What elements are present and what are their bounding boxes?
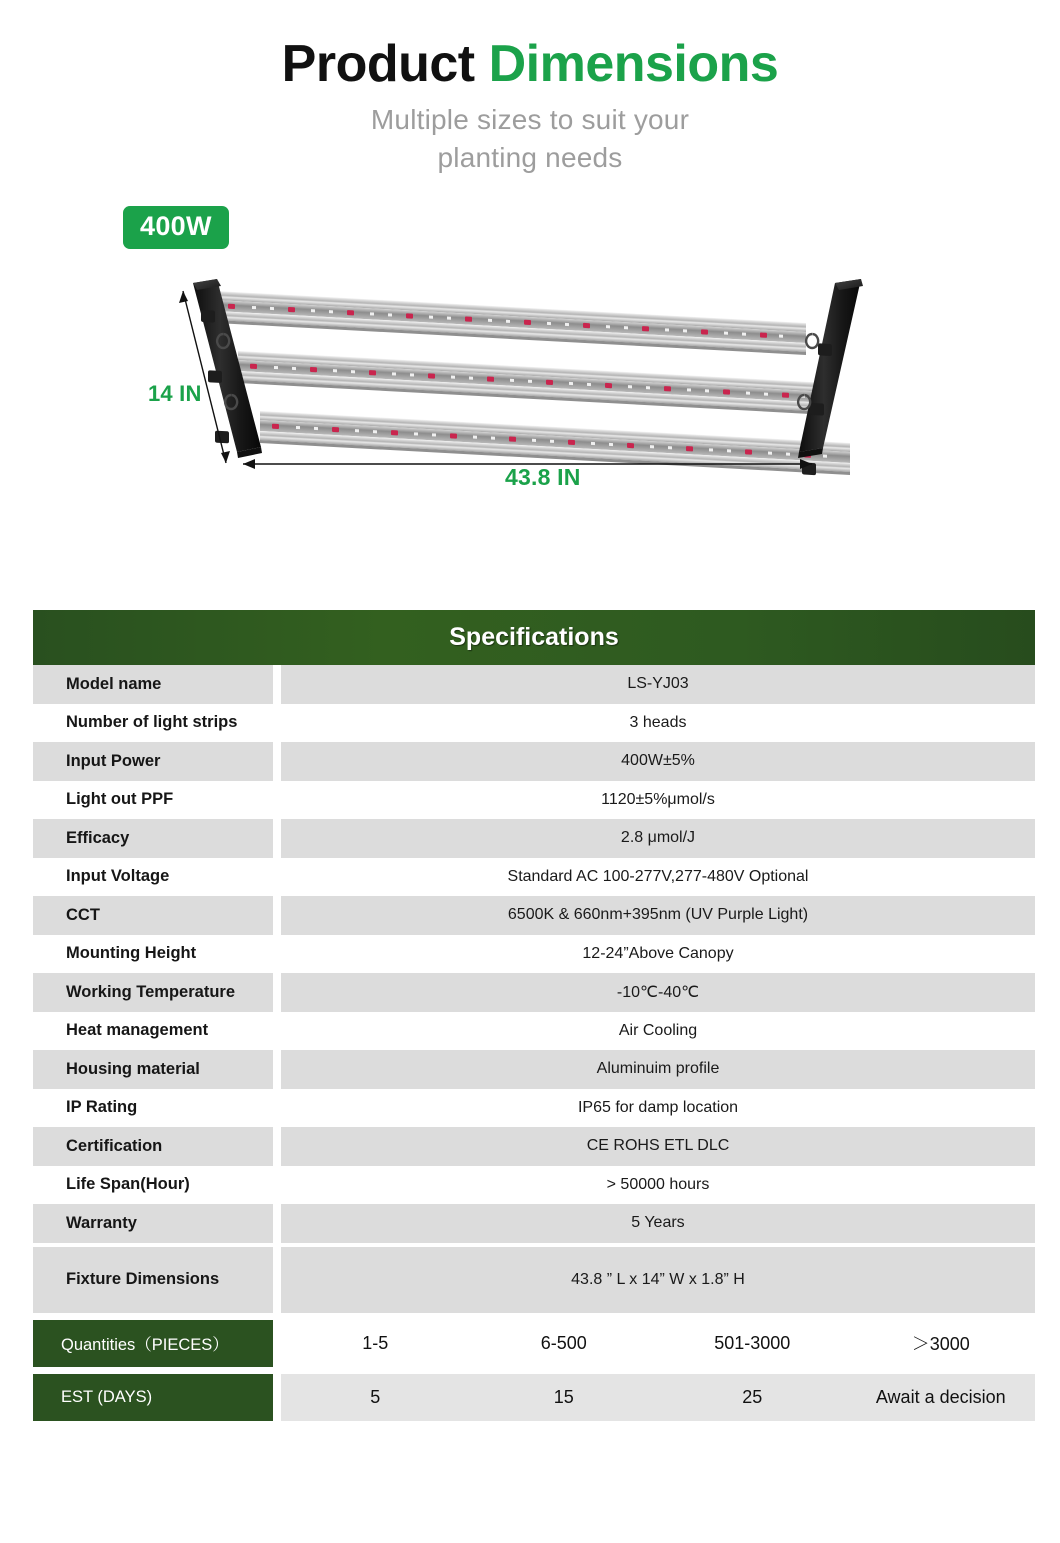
column-gap: [273, 973, 281, 1012]
spec-value: 2.8 μmol/J: [281, 819, 1035, 858]
column-gap: [273, 858, 281, 897]
column-gap: [273, 742, 281, 781]
page-subtitle-line2: planting needs: [437, 141, 623, 173]
spec-row-cct: [33, 896, 1035, 935]
spec-row-life-span: [33, 1166, 1035, 1205]
spec-row-certification: [33, 1127, 1035, 1166]
spec-label: Model name: [33, 665, 273, 704]
column-gap: [273, 1320, 281, 1367]
spec-value: 1120±5%μmol/s: [281, 781, 1035, 820]
light-bar-2: [238, 351, 828, 415]
spec-value: LS-YJ03: [281, 665, 1035, 704]
spec-value: Standard AC 100-277V,277-480V Optional: [281, 858, 1035, 897]
column-gap: [273, 1374, 281, 1421]
quantity-cell: 1-5: [362, 1332, 389, 1353]
spec-value: > 50000 hours: [281, 1166, 1035, 1205]
lead-time-row-est-days: [33, 1374, 1035, 1421]
product-illustration: [0, 271, 1060, 601]
column-gap: [273, 1089, 281, 1128]
spec-value: 43.8 ” L x 14” W x 1.8” H: [281, 1247, 1035, 1313]
column-gap: [273, 1247, 281, 1313]
spec-value: Aluminuim profile: [281, 1050, 1035, 1089]
page-subtitle: [0, 101, 1060, 177]
spec-label: Efficacy: [33, 819, 273, 858]
spec-row-housing-material: [33, 1050, 1035, 1089]
est-days-cells: [281, 1374, 1035, 1421]
spec-label: Housing material: [33, 1050, 273, 1089]
spec-row-ip-rating: [33, 1089, 1035, 1128]
spec-value: IP65 for damp location: [281, 1089, 1035, 1128]
lead-time-row-quantities: [33, 1320, 1035, 1367]
spec-row-input-power: [33, 742, 1035, 781]
wattage-badge: 400W: [123, 206, 229, 249]
page-subtitle-line1: Multiple sizes to suit your: [370, 104, 690, 136]
spec-row-model-name: [33, 665, 1035, 704]
spec-row-heat-management: [33, 1012, 1035, 1051]
quantities-cells: [281, 1320, 1035, 1367]
spec-value: 5 Years: [281, 1204, 1035, 1243]
spec-label: Input Power: [33, 742, 273, 781]
column-gap: [273, 896, 281, 935]
column-gap: [273, 1127, 281, 1166]
est-days-cell: Await a decision: [875, 1386, 1006, 1407]
specifications-table: [33, 610, 1035, 1421]
quantity-cell: 501-3000: [714, 1332, 791, 1353]
spec-row-mounting-height: [33, 935, 1035, 974]
spec-value: 6500K & 660nm+395nm (UV Purple Light): [281, 896, 1035, 935]
page-header: [0, 0, 1060, 177]
quantity-cell: 6-500: [540, 1332, 587, 1353]
quantities-label: Quantities（PIECES）: [33, 1320, 273, 1367]
width-dimension-label: 43.8 IN: [505, 463, 581, 490]
column-gap: [273, 1050, 281, 1089]
column-gap: [273, 665, 281, 704]
spec-value: 400W±5%: [281, 742, 1035, 781]
column-gap: [273, 704, 281, 743]
spec-label: Mounting Height: [33, 935, 273, 974]
spec-label: Life Span(Hour): [33, 1166, 273, 1205]
spec-row-efficacy: [33, 819, 1035, 858]
wattage-badge-row: [0, 206, 1060, 249]
spec-label: Input Voltage: [33, 858, 273, 897]
spec-row-fixture-dimensions: [33, 1247, 1035, 1313]
column-gap: [273, 781, 281, 820]
est-days-cell: 25: [742, 1386, 763, 1407]
spec-label: Warranty: [33, 1204, 273, 1243]
est-days-label: EST (DAYS): [33, 1374, 273, 1421]
spec-label: Number of light strips: [33, 704, 273, 743]
spec-label: CCT: [33, 896, 273, 935]
product-figure: [0, 271, 1060, 601]
spec-row-working-temperature: [33, 973, 1035, 1012]
page-title: [0, 36, 1060, 93]
column-gap: [273, 1012, 281, 1051]
column-gap: [273, 819, 281, 858]
est-days-cell: 5: [370, 1386, 381, 1407]
spec-row-input-voltage: [33, 858, 1035, 897]
spec-label: Heat management: [33, 1012, 273, 1051]
height-dimension-label: 14 IN: [148, 380, 202, 406]
spec-label: Fixture Dimensions: [33, 1247, 273, 1313]
spec-value: CE ROHS ETL DLC: [281, 1127, 1035, 1166]
spec-label: IP Rating: [33, 1089, 273, 1128]
spec-row-warranty: [33, 1204, 1035, 1243]
spec-value: Air Cooling: [281, 1012, 1035, 1051]
column-gap: [273, 935, 281, 974]
spec-value: 3 heads: [281, 704, 1035, 743]
spec-label: Certification: [33, 1127, 273, 1166]
spec-value: -10℃-40℃: [281, 973, 1035, 1012]
spec-label: Working Temperature: [33, 973, 273, 1012]
spec-label: Light out PPF: [33, 781, 273, 820]
page-title-part1: Product: [281, 35, 489, 93]
spec-row-number-of-light-strips: [33, 704, 1035, 743]
est-days-cell: 15: [553, 1386, 574, 1407]
column-gap: [273, 1204, 281, 1243]
light-bar-1: [216, 291, 806, 355]
quantity-cell: ＞3000: [911, 1334, 970, 1354]
page-title-part2: Dimensions: [488, 35, 779, 93]
spec-row-light-out-ppf: [33, 781, 1035, 820]
column-gap: [273, 1166, 281, 1205]
spec-value: 12-24”Above Canopy: [281, 935, 1035, 974]
specifications-header: Specifications: [33, 610, 1035, 665]
